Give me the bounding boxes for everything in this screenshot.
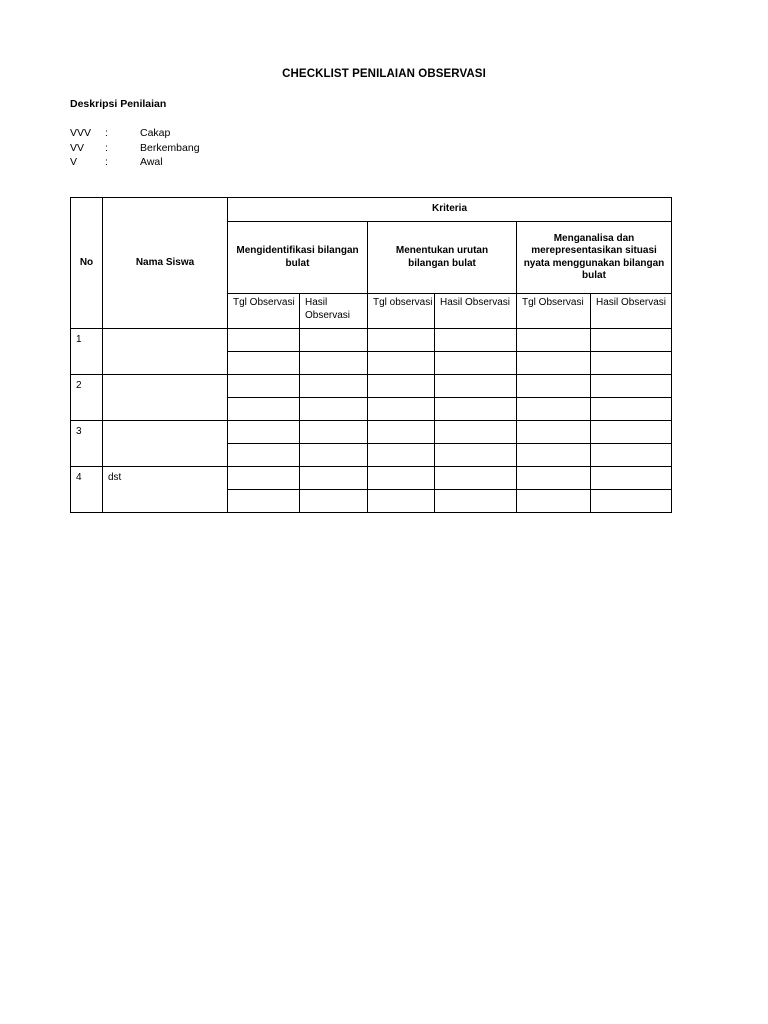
subheader-cell: Tgl Observasi (517, 294, 591, 329)
data-cell[interactable] (517, 467, 591, 490)
subheader-cell: Tgl observasi (368, 294, 435, 329)
data-cell[interactable] (591, 398, 672, 421)
data-cell[interactable] (435, 467, 517, 490)
document-title: CHECKLIST PENILAIAN OBSERVASI (282, 68, 486, 80)
data-cell[interactable] (300, 444, 368, 467)
data-cell[interactable] (300, 329, 368, 352)
data-cell[interactable] (591, 352, 672, 375)
data-cell[interactable] (517, 490, 591, 513)
data-cell[interactable] (435, 490, 517, 513)
data-cell[interactable] (368, 398, 435, 421)
description-heading: Deskripsi Penilaian (70, 98, 167, 110)
data-cell[interactable] (228, 329, 300, 352)
data-cell[interactable] (368, 444, 435, 467)
data-cell[interactable] (517, 421, 591, 444)
subheader-cell: Hasil Observasi (435, 294, 517, 329)
legend (70, 126, 260, 170)
data-cell[interactable] (368, 352, 435, 375)
legend-code: V (70, 156, 78, 168)
observation-table (70, 197, 672, 513)
data-cell[interactable] (368, 490, 435, 513)
data-cell[interactable] (228, 375, 300, 398)
data-cell[interactable] (300, 421, 368, 444)
data-cell[interactable] (435, 398, 517, 421)
legend-row (70, 141, 260, 156)
table-row (71, 329, 672, 352)
legend-code: VVV (70, 127, 92, 139)
student-name-cell[interactable]: dst (103, 467, 228, 513)
data-cell[interactable] (591, 329, 672, 352)
row-number: 1 (71, 329, 103, 375)
data-cell[interactable] (228, 467, 300, 490)
data-cell[interactable] (228, 421, 300, 444)
data-cell[interactable] (591, 444, 672, 467)
data-cell[interactable] (435, 421, 517, 444)
criteria-header: Menentukan urutan bilangan bulat (368, 222, 517, 294)
table-row (71, 421, 672, 444)
data-cell[interactable] (228, 352, 300, 375)
data-cell[interactable] (591, 421, 672, 444)
row-number: 3 (71, 421, 103, 467)
student-name-cell[interactable] (103, 329, 228, 375)
data-cell[interactable] (435, 329, 517, 352)
data-cell[interactable] (300, 490, 368, 513)
legend-label: Berkembang (140, 141, 200, 154)
legend-label: Cakap (140, 127, 171, 139)
data-cell[interactable] (517, 444, 591, 467)
data-cell[interactable] (300, 352, 368, 375)
data-cell[interactable] (517, 375, 591, 398)
data-cell[interactable] (368, 329, 435, 352)
table-row (71, 467, 672, 490)
subheader-cell: Hasil Observasi (591, 294, 672, 329)
student-name-cell[interactable] (103, 421, 228, 467)
subheader-cell: Hasil Observasi (300, 294, 368, 329)
criteria-header: Menganalisa dan merepresentasikan situasi nyata menggunakan bilangan bulat (517, 222, 672, 294)
data-cell[interactable] (435, 444, 517, 467)
header-no: No (71, 198, 103, 329)
data-cell[interactable] (517, 398, 591, 421)
data-cell[interactable] (435, 352, 517, 375)
data-cell[interactable] (435, 375, 517, 398)
subheader-cell: Tgl Observasi (228, 294, 300, 329)
data-cell[interactable] (591, 490, 672, 513)
row-number: 2 (71, 375, 103, 421)
legend-separator: : (105, 141, 108, 154)
data-cell[interactable] (228, 444, 300, 467)
data-cell[interactable] (368, 375, 435, 398)
legend-code: VV (70, 141, 85, 154)
data-cell[interactable] (300, 467, 368, 490)
legend-row (70, 155, 260, 170)
header-nama-siswa: Nama Siswa (103, 198, 228, 329)
legend-row (70, 126, 260, 141)
legend-separator: : (105, 156, 108, 168)
data-cell[interactable] (591, 375, 672, 398)
data-cell[interactable] (300, 375, 368, 398)
data-cell[interactable] (228, 398, 300, 421)
data-cell[interactable] (517, 329, 591, 352)
criteria-header: Mengidentifikasi bilangan bulat (228, 222, 368, 294)
data-cell[interactable] (368, 421, 435, 444)
row-number: 4 (71, 467, 103, 513)
data-cell[interactable] (368, 467, 435, 490)
data-cell[interactable] (300, 398, 368, 421)
header-kriteria: Kriteria (228, 198, 672, 222)
table-row (71, 375, 672, 398)
legend-separator: : (105, 127, 108, 139)
student-name-cell[interactable] (103, 375, 228, 421)
legend-label: Awal (140, 156, 163, 168)
data-cell[interactable] (228, 490, 300, 513)
data-cell[interactable] (517, 352, 591, 375)
data-cell[interactable] (591, 467, 672, 490)
